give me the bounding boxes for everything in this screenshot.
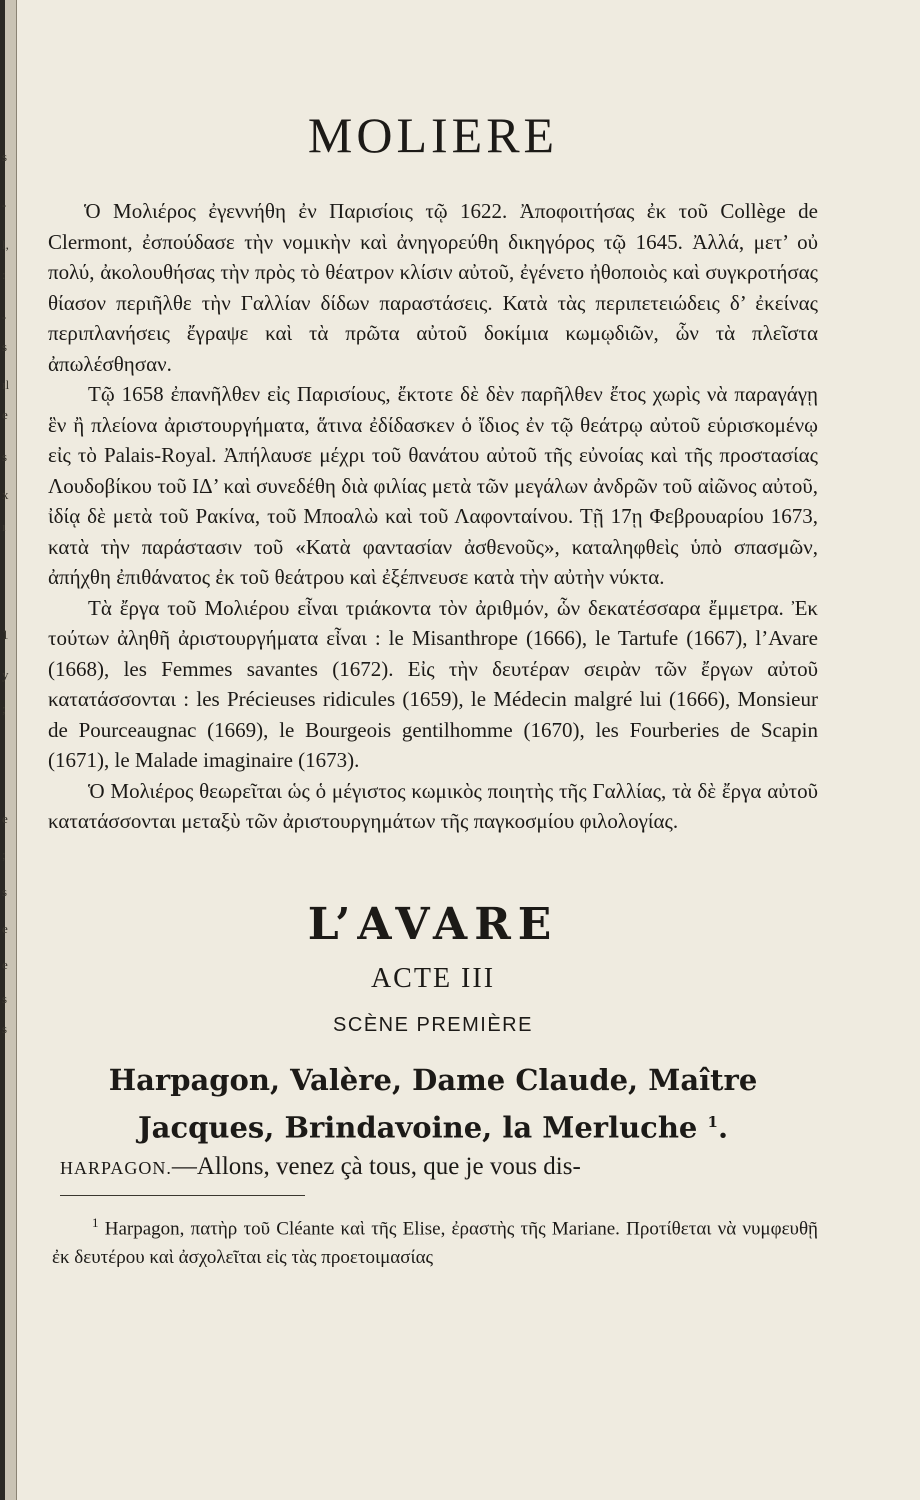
margin-char: s bbox=[2, 339, 8, 354]
characters-line: Harpagon, Valère, Dame Claude, Maître bbox=[108, 1062, 758, 1097]
margin-char: x bbox=[2, 487, 9, 502]
margin-char: e bbox=[2, 957, 8, 972]
margin-char: y bbox=[2, 667, 9, 682]
speech-line bbox=[60, 1150, 818, 1185]
margin-char: - bbox=[2, 197, 7, 212]
footnote-text: Harpagon, πατὴρ τοῦ Cléante καὶ τῆς Elise, ἐραστὴς τῆς Mariane. Προτίθεται νὰ νυμφευθῇ ἐκ δευτέρου καὶ ἀσχολεῖται εἰς τὰς προετοιμασίας bbox=[52, 1218, 818, 1269]
intro-paragraph: Ὁ Μολιέρος θεωρεῖται ὡς ὁ μέγιστος κωμικὸς ποιητὴς τῆς Γαλλίας, τὰ δὲ ἔργα αὐτοῦ κατατάσσονται μεταξὺ τῶν ἀριστουργημάτων τῆς παγκοσμίου φιλολογίας. bbox=[48, 778, 818, 833]
scene-heading: SCÈNE PREMIÈRE bbox=[333, 1013, 533, 1036]
footnote-number: 1 bbox=[92, 1215, 99, 1231]
margin-char: ; bbox=[2, 847, 6, 862]
speech-text: —Allons, venez çà tous, que je vous dis- bbox=[171, 1153, 581, 1181]
intro-paragraph: Τὰ ἔργα τοῦ Μολιέρου εἶναι τριάκοντα τὸν ἀριθμόν, ὧν δεκατέσσαρα ἔμμετρα. Ἐκ τούτων ἀληθῆ ἀριστουργήματα εἶναι : le Misanthrope (1666), le Tartufe (1667), l’Avare (1668), les Femmes savantes (1672). Εἰς τὴν δευτέραν σειρὰν τῶν ἔργων αὐτοῦ κατατάσσονται : les Précieuses ridicules (1659), le Médecin malgré lui (1666), Monsieur de Pourceaugnac (1669), le Bourgeois gentilhomme (1670), les Fourberies de Scapin (1671), le Malade imaginaire (1673). bbox=[48, 595, 818, 772]
play-title: L’AVARE bbox=[307, 898, 559, 950]
margin-char: s bbox=[2, 884, 8, 899]
margin-char: e bbox=[2, 921, 8, 936]
footnote bbox=[52, 1208, 818, 1272]
margin-char: s bbox=[2, 149, 8, 164]
margin-char: : bbox=[2, 267, 6, 282]
margin-char: ; bbox=[2, 701, 6, 716]
book-page bbox=[48, 100, 818, 1272]
margin-char: s bbox=[2, 991, 8, 1006]
page-title: MOLIERE bbox=[307, 107, 559, 163]
speaker-name: HARPAGON. bbox=[60, 1158, 172, 1179]
characters-line-2: Jacques, Brindavoine, la Merluche $^1$. bbox=[137, 1110, 729, 1145]
margin-char: l, bbox=[2, 237, 9, 252]
intro-paragraph: Ὁ Μολιέρος ἐγεννήθη ἐν Παρισίοις τῷ 1622. Ἀποφοιτήσας ἐκ τοῦ Collège de Clermont, ἐσπούδασε τὴν νομικὴν καὶ ἀνηγορεύθη δικηγόρος τῷ 1645. Ἀλλά, μετ’ οὐ πολύ, ἀκολουθήσας τὴν πρὸς τὸ θέατρον κλίσιν αὐτοῦ, ἐγένετο ἠθοποιὸς καὶ συγκροτήσας θίασον περιῆλθε τὴν Γαλλίαν δίδων παραστάσεις. Κατὰ τὰς περιπετειώδεις δ’ ἐκείνας περιπλανήσεις ἔγραψε καὶ τὰ πρῶτα αὐτοῦ δοκίμια κωμῳδιῶν, ὧν τὰ πλεῖστα ἀπωλέσθησαν. bbox=[48, 199, 818, 376]
characters-list bbox=[48, 1059, 818, 1149]
margin-char: s bbox=[2, 449, 8, 464]
characters-line: Jacques, Brindavoine, la Merluche bbox=[137, 1110, 698, 1145]
margin-char: ı bbox=[2, 519, 6, 534]
footnote-mark: 1 bbox=[707, 1112, 718, 1131]
footnote-rule bbox=[60, 1195, 305, 1196]
margin-char: - bbox=[2, 309, 7, 324]
margin-char: 1 bbox=[2, 627, 9, 642]
margin-char: ıl bbox=[2, 377, 10, 392]
margin-char: s bbox=[2, 1021, 8, 1036]
act-heading: ACTE III bbox=[370, 962, 496, 994]
intro-paragraph: Τῷ 1658 ἐπανῆλθεν εἰς Παρισίους, ἔκτοτε δὲ δὲν παρῆλθεν ἔτος χωρὶς νὰ παραγάγῃ ἓν ἢ πλείονα ἀριστουργήματα, ἅτινα ἐδίδασκεν ὁ ἴδιος ἐν τῷ θεάτρῳ αὐτοῦ εὑρισκομένῳ εἰς τὸ Palais-Royal. Ἀπήλαυσε μέχρι τοῦ θανάτου αὐτοῦ τῆς εὐνοίας καὶ τῆς προστασίας Λουδοβίκου τοῦ ΙΔ’ καὶ συνεδέθη διὰ φιλίας μετὰ τῶν μεγάλων ἀνδρῶν τοῦ αἰῶνος αὐτοῦ, ἰδίᾳ δὲ μετὰ τοῦ Ρακίνα, τοῦ Μποαλὼ καὶ τοῦ Λαφονταίνου. Τῇ 17ῃ Φεβρουαρίου 1673, κατὰ τὴν παράστασιν τοῦ «Κατὰ φαντασίαν ἀσθενοῦς», καταληφθεὶς ὑπὸ σπασμῶν, ἀπήχθη ἐπιθάνατος ἐκ τοῦ θεάτρου καὶ ἐξέπνευσε κατὰ τὴν αὐτὴν νύκτα. bbox=[48, 382, 818, 589]
margin-char: e bbox=[2, 811, 8, 826]
margin-char: e bbox=[2, 407, 8, 422]
